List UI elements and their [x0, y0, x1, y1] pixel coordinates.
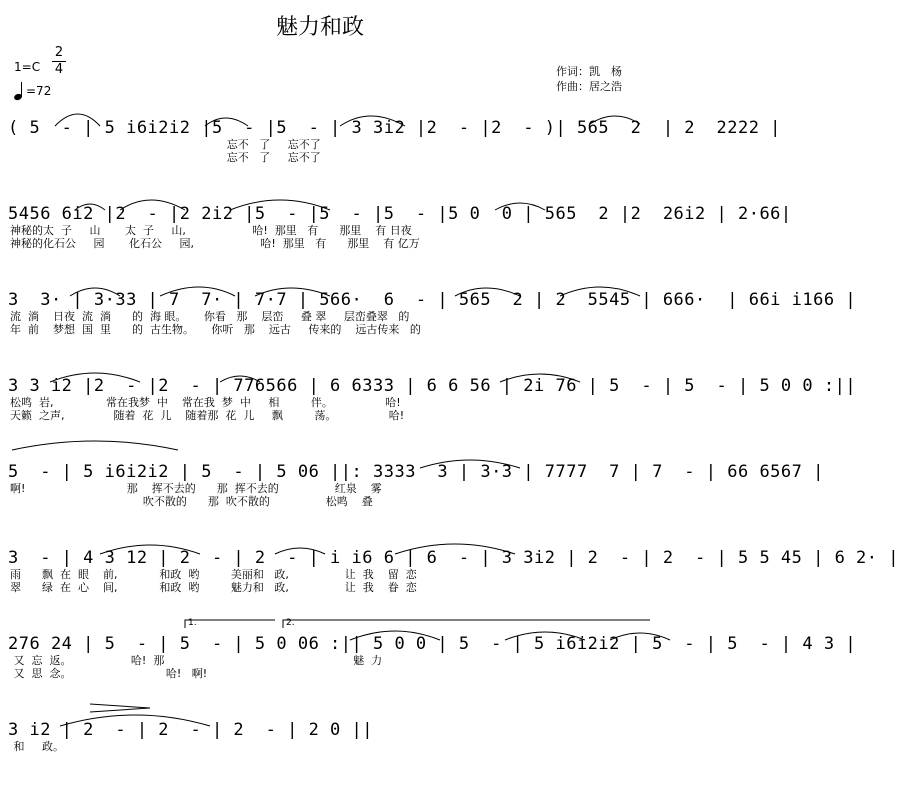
- system-notes: 3 3 i2 |2 - |2 - | 776566 | 6 6333 | 6 6 56 | 2i 76 | 5 - | 5 - | 5 0 0 :||: [8, 376, 857, 396]
- system-lyric-verse2: 年 前 梦想 国 里 的 古生物。 你听 那 远古 传来的 远古传来 的: [10, 323, 421, 336]
- system-lyric-verse2: 又 思 念。 哈! 啊!: [10, 667, 208, 680]
- system-lyric-verse1: 和 政。: [10, 740, 64, 753]
- system-notes: ( 5 - | 5 i6i2i2 |5 - |5 - | 3 3i2 |2 - |2 - )| 565 2 | 2 2222 |: [8, 118, 781, 138]
- lyricist-credit: 作词：凯 杨: [556, 65, 622, 78]
- first-ending-label: 1.: [188, 618, 197, 628]
- system-notes: 276 24 | 5 - | 5 - | 5 0 06 :|| 5 0 0 | 5 - | 5 i6i2i2 | 5 - | 5 - | 4 3 |: [8, 634, 857, 654]
- second-ending-label: 2.: [286, 618, 295, 628]
- system-lyric-verse1: 神秘的太 子 山 太 子 山, 哈! 那里 有 那里 有 日夜: [10, 224, 412, 237]
- system-lyric-verse2: 翠 绿 在 心 间, 和政 哟 魅力和 政, 让 我 眷 恋: [10, 581, 417, 594]
- system-notes: 3 i2 | 2 - | 2 - | 2 - | 2 0 ||: [8, 720, 373, 740]
- system-lyric-verse1: 忘不 了 忘不了: [10, 138, 321, 151]
- credits: [556, 64, 622, 94]
- system-lyric-verse1: 啊! 那 挥不去的 那 挥不去的 红泉 雾: [10, 482, 382, 495]
- system-notes: 5456 6i2 |2 - |2 2i2 |5 - |5 - |5 - |5 0 0 | 565 2 |2 26i2 | 2·66|: [8, 204, 792, 224]
- system-lyric-verse1: 流 淌 日夜 流 淌 的 海 眼。 你看 那 层峦 叠 翠 层峦叠翠 的: [10, 310, 410, 323]
- key-signature: 1=C: [14, 60, 41, 74]
- tempo-marking: [14, 82, 51, 100]
- system-notes: 3 - | 4 3 12 | 2 - | 2 - | i i6 6 | 6 - | 3 3i2 | 2 - | 2 - | 5 5 45 | 6 2· |: [8, 548, 899, 568]
- system-notes: 5 - | 5 i6i2i2 | 5 - | 5 06 ||: 3333 3 | 3·3 | 7777 7 | 7 - | 66 6567 |: [8, 462, 824, 482]
- composer-credit: 作曲：居之浩: [556, 80, 622, 93]
- system-lyric-verse2: 神秘的化石公 园 化石公 园, 哈! 那里 有 那里 有 亿万: [10, 237, 420, 250]
- page-title: 魅力和政: [275, 15, 364, 40]
- time-signature: [52, 46, 66, 77]
- system-lyric-verse2: 吹不散的 那 吹不散的 松鸣 叠: [10, 495, 373, 508]
- system-lyric-verse1: 又 忘 返。 哈! 那 魅 力: [10, 654, 383, 667]
- tempo-value: =72: [26, 84, 52, 98]
- system-lyric-verse2: 天籁 之声, 随着 花 儿 随着那 花 儿 飘 荡。 哈!: [10, 409, 405, 422]
- system-notes: 3 3· | 3·33 | 7 7· | 7·7 | 566· 6 - | 565 2 | 2 5545 | 666· | 66i i166 |: [8, 290, 857, 310]
- time-signature-bottom: 4: [54, 62, 64, 77]
- system-lyric-verse1: 雨 飘 在 眼 前, 和政 哟 美丽和 政, 让 我 留 恋: [10, 568, 417, 581]
- quarter-note-icon: [14, 82, 24, 100]
- time-signature-top: 2: [54, 45, 64, 60]
- system-lyric-verse1: 松鸣 岩, 常在我梦 中 常在我 梦 中 相 伴。 哈!: [10, 396, 401, 409]
- system-lyric-verse2: 忘不 了 忘不了: [10, 151, 321, 164]
